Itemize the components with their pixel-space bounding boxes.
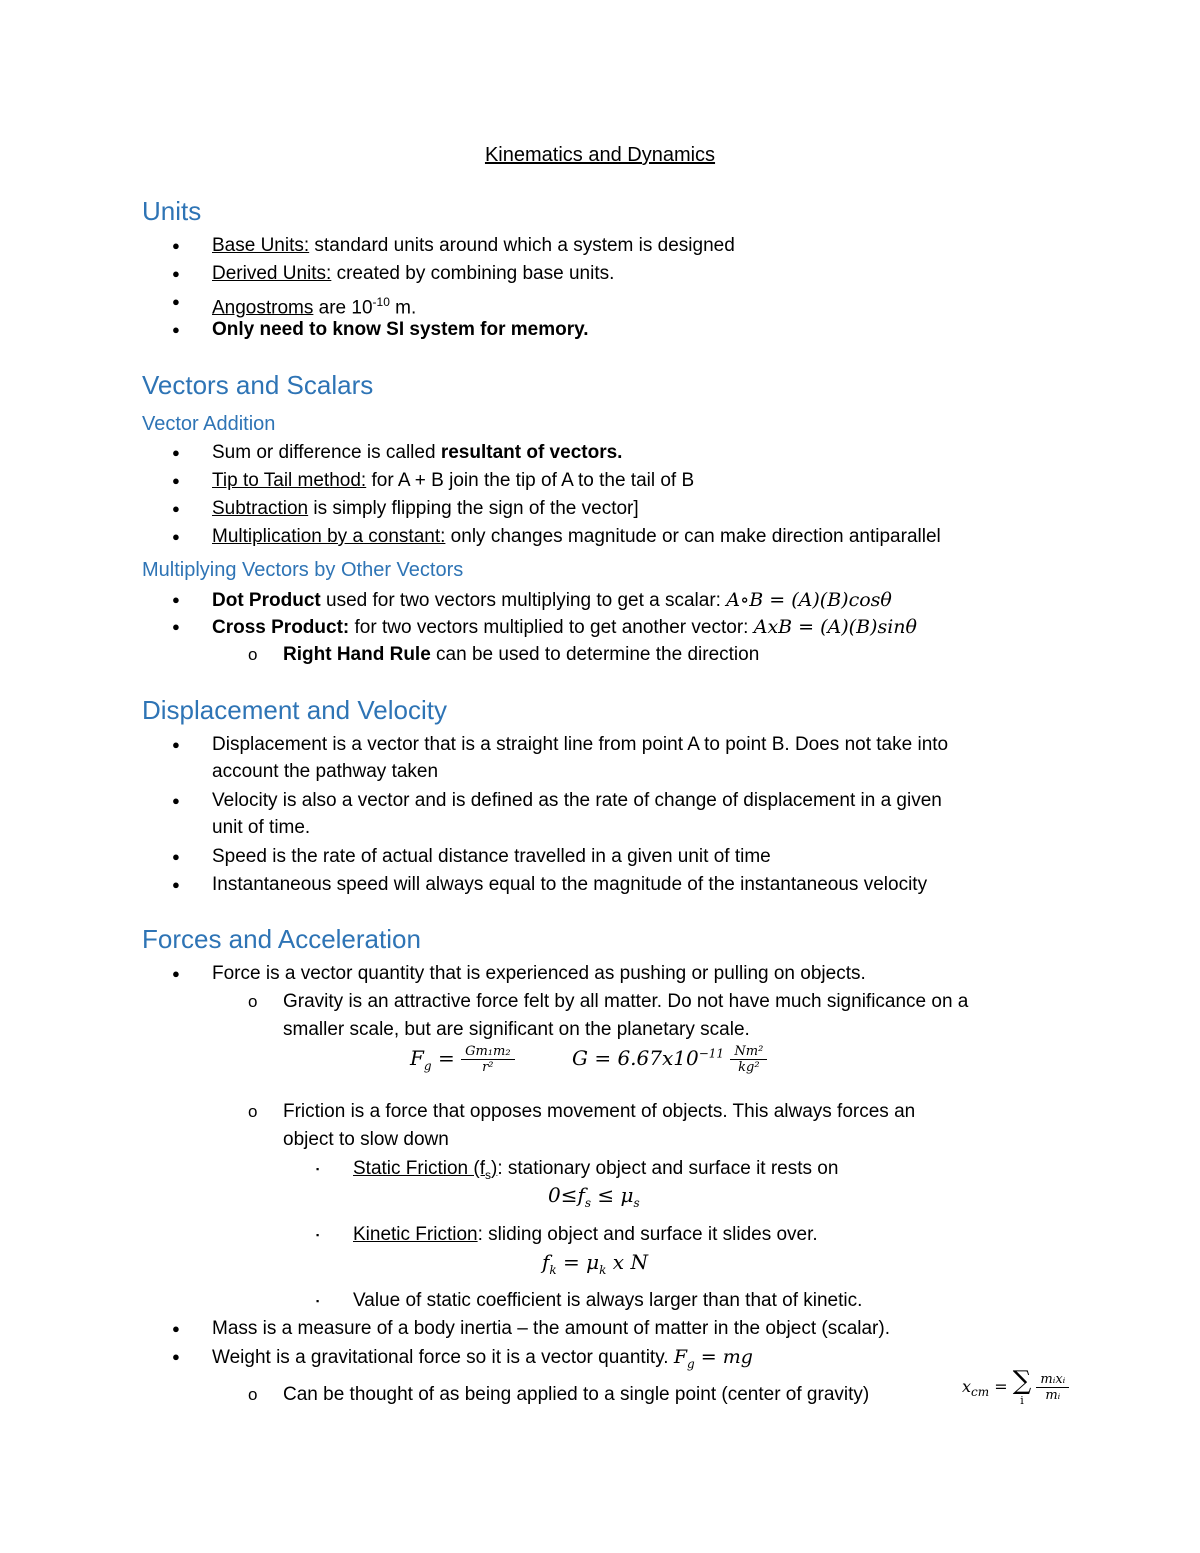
eq-part: 0≤f <box>548 1183 585 1207</box>
list-item-continuation: account the pathway taken <box>212 761 439 782</box>
list-item <box>212 615 917 640</box>
page-title: Kinematics and Dynamics <box>484 144 716 166</box>
bold-text: resultant of vectors. <box>440 442 623 463</box>
item-text: only changes magnitude or can make direction antiparallel <box>445 526 941 547</box>
bullet: ▪ <box>316 1164 320 1174</box>
bullet: ● <box>172 238 180 253</box>
eq-lhs: G = 6.67x10 <box>572 1046 699 1070</box>
list-item: Can be thought of as being applied to a single point (center of gravity) <box>283 1384 870 1405</box>
list-item <box>353 1223 818 1247</box>
list-item: Gravity is an attractive force felt by all matter. Do not have much significance on a <box>283 991 969 1012</box>
static-friction-equation <box>548 1183 640 1210</box>
heading-displacement: Displacement and Velocity <box>142 695 447 725</box>
item-text: Sum or difference is called <box>212 442 441 463</box>
bullet: ● <box>172 529 180 544</box>
bullet: ● <box>172 294 180 309</box>
kinetic-friction-equation <box>542 1250 648 1277</box>
list-item: Speed is the rate of actual distance travelled in a given unit of time <box>212 846 771 867</box>
summation <box>1013 1368 1032 1407</box>
term-text: Static Friction (f <box>353 1158 485 1179</box>
heading-forces: Forces and Acceleration <box>142 924 421 954</box>
term-end: ) <box>490 1158 498 1179</box>
heading-units: Units <box>142 196 202 226</box>
bullet: o <box>248 1385 258 1404</box>
list-item: Only need to know SI system for memory. <box>212 319 589 340</box>
bullet: ● <box>172 322 180 337</box>
numerator: Gm₁m₂ <box>461 1044 514 1060</box>
eq-exponent: −11 <box>698 1046 725 1061</box>
denominator: r² <box>482 1060 494 1075</box>
list-item <box>212 588 892 613</box>
bullet: ● <box>172 966 180 981</box>
eq-sub: g <box>687 1356 695 1371</box>
item-text: m. <box>389 297 417 319</box>
list-item <box>212 290 416 320</box>
item-text: is simply flipping the sign of the vector] <box>308 498 639 519</box>
item-text: : stationary object and surface it rests on <box>497 1158 839 1179</box>
list-item-continuation: object to slow down <box>283 1129 449 1150</box>
list-item <box>212 469 694 493</box>
list-item <box>212 234 735 258</box>
eq-part: = μ <box>556 1250 600 1274</box>
list-item <box>212 525 941 549</box>
eq-sub: g <box>423 1059 432 1073</box>
center-of-mass-equation: $x_{cm}$ = ∑ i $\frac{\text{mᵢxᵢ}}{\text{mᵢ}}$ <box>962 1368 1069 1407</box>
eq-lhs: x <box>962 1377 972 1396</box>
eq-part: = mg <box>694 1346 753 1368</box>
fraction <box>730 1044 767 1075</box>
item-text: standard units around which a system is designed <box>309 235 735 256</box>
list-item: Friction is a force that opposes movement of objects. This always forces an <box>283 1101 916 1122</box>
eq-part: f <box>542 1250 550 1274</box>
dot-product-formula: A∘B = (A)(B)cosθ <box>726 589 892 611</box>
bullet: ● <box>172 592 180 607</box>
list-item: Velocity is also a vector and is defined as the rate of change of displacement in a given <box>212 790 942 811</box>
sum-index: i <box>1020 1394 1024 1407</box>
bullet: o <box>248 645 258 664</box>
bullet: ● <box>172 1321 180 1336</box>
eq-lhs: F <box>410 1046 424 1070</box>
term: Base Units: <box>212 235 310 256</box>
bullet: ● <box>172 877 180 892</box>
list-item <box>212 1345 753 1376</box>
bullet: ● <box>172 266 180 281</box>
sum-sign: ∑ <box>1012 1366 1032 1396</box>
item-text: Weight is a gravitational force so it is a vector quantity. <box>212 1347 674 1368</box>
list-item: Value of static coefficient is always larger than that of kinetic. <box>353 1290 863 1311</box>
subheading-vector-addition: Vector Addition <box>142 413 276 435</box>
bold-text: Right Hand Rule <box>283 644 431 665</box>
term-sub: s <box>484 1167 491 1182</box>
item-text: used for two vectors multiplying to get a scalar: <box>320 590 727 611</box>
numerator: mᵢxᵢ <box>1036 1372 1069 1388</box>
list-item: Mass is a measure of a body inertia – the amount of matter in the object (scalar). <box>212 1318 890 1339</box>
eq-sub: k <box>549 1263 557 1277</box>
fraction <box>461 1044 514 1075</box>
bullet: o <box>248 1102 258 1121</box>
eq-part: x N <box>606 1250 648 1274</box>
item-text: created by combining base units. <box>331 263 615 284</box>
bullet: ▪ <box>316 1296 320 1306</box>
bullet: ● <box>172 445 180 460</box>
heading-vectors: Vectors and Scalars <box>142 370 374 400</box>
bullet: ● <box>172 793 180 808</box>
term: Angostroms <box>212 297 314 319</box>
list-item-continuation: smaller scale, but are significant on the planetary scale. <box>283 1019 750 1040</box>
list-item <box>212 441 622 465</box>
term: Tip to Tail method: <box>212 470 367 491</box>
exponent: -10 <box>372 295 390 309</box>
item-text: can be used to determine the direction <box>430 644 760 665</box>
list-item-continuation: unit of time. <box>212 817 311 838</box>
eq-sub: s <box>633 1196 640 1210</box>
bullet: ● <box>172 619 180 634</box>
bold-text: Cross Product: <box>212 617 350 638</box>
numerator: Nm² <box>730 1044 767 1060</box>
term: Subtraction <box>212 498 309 519</box>
cross-product-formula: AxB = (A)(B)sinθ <box>753 616 917 638</box>
denominator: mᵢ <box>1045 1388 1061 1403</box>
fraction <box>1036 1372 1069 1403</box>
denominator: kg² <box>738 1060 760 1075</box>
term: Multiplication by a constant: <box>212 526 446 547</box>
eq-sub: cm <box>971 1385 990 1400</box>
gravitational-constant-equation <box>572 1044 767 1075</box>
bullet: ● <box>172 501 180 516</box>
weight-equation <box>673 1346 753 1371</box>
term <box>353 1158 498 1182</box>
item-text: : sliding object and surface it slides over. <box>477 1224 818 1245</box>
bullet: ● <box>172 1349 180 1364</box>
bullet: ● <box>172 737 180 752</box>
item-text: are 10 <box>313 297 373 319</box>
gravity-force-equation: $F_g$ = $\frac{\text{Gm₁m₂}}{\text{r²}}$ <box>410 1044 515 1075</box>
eq-sub: k <box>599 1263 607 1277</box>
eq-part: ≤ μ <box>591 1183 634 1207</box>
list-item <box>283 643 759 667</box>
list-item <box>212 497 639 521</box>
bullet: o <box>248 992 258 1011</box>
list-item: Displacement is a vector that is a straight line from point A to point B. Does not take into <box>212 734 949 755</box>
item-text: for two vectors multiplied to get another vector: <box>349 617 754 638</box>
bullet: ● <box>172 473 180 488</box>
item-text: for A + B join the tip of A to the tail of B <box>366 470 695 491</box>
list-item: Force is a vector quantity that is experienced as pushing or pulling on objects. <box>212 963 866 984</box>
subheading-multiplying-vectors: Multiplying Vectors by Other Vectors <box>142 559 464 581</box>
eq-sub: s <box>584 1196 592 1210</box>
term: Kinetic Friction <box>353 1224 478 1245</box>
bold-text: Dot Product <box>212 590 321 611</box>
bullet: ▪ <box>316 1230 320 1240</box>
eq-part: F <box>673 1346 688 1368</box>
list-item <box>212 262 614 286</box>
list-item: Instantaneous speed will always equal to the magnitude of the instantaneous velocity <box>212 874 928 895</box>
term: Derived Units: <box>212 263 332 284</box>
bullet: ● <box>172 849 180 864</box>
